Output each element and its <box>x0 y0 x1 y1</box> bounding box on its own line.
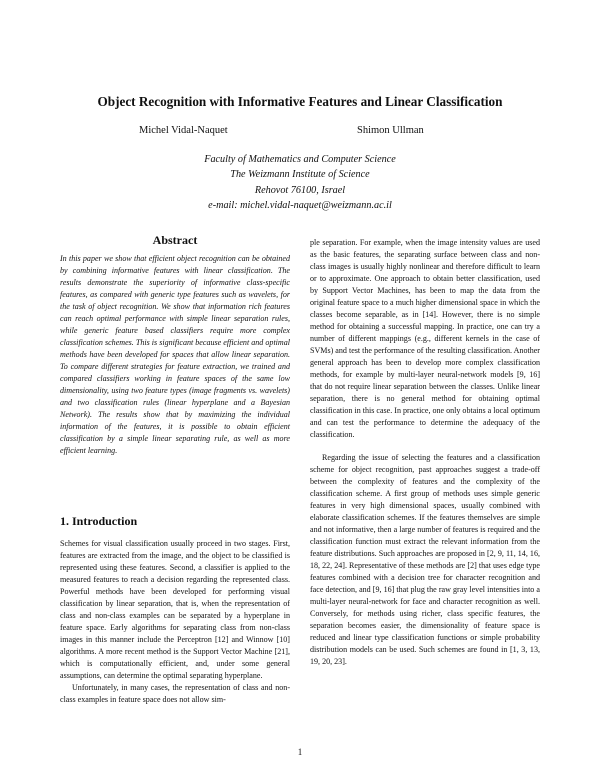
affiliation-address: Rehovot 76100, Israel <box>254 185 346 196</box>
page-number: 1 <box>297 747 303 757</box>
intro-paragraph-2: Unfortunately, in many cases, the representation of class and non-class examples in feature space does not allow sim- <box>60 683 290 704</box>
intro-paragraph-1: Schemes for visual classification usually proceed in two stages. First, features are extracted from the image, and the object to be classified is represented using these features. Second, a classifier is applied to the measured features to reach a decision regarding the represented class. Powerful methods have been developed for performing visual classification by linear separation, that is, when the representation of class and non-class examples can be separated by a hyperplane in feature space. Early algorithms for separating class from non-class images in this manner include the Perceptron [12] and Winnow [10] algorithms. A more recent method is the Support Vector Machine [21], which is computationally efficient, and, under some general assumptions, can determine the optimal separating hyperplane. <box>60 539 290 680</box>
introduction-body <box>60 538 290 706</box>
affiliation-institute: The Weizmann Institute of Science <box>230 169 370 180</box>
right-paragraph-1: ple separation. For example, when the image intensity values are used as the basic features, the separating surface between class and non-class images is usually highly nonlinear and therefore difficult to learn or to approximate. One approach to obtain better classification, used by Support Vector Machines, has been to map the data from the original feature space to a much higher dimensional space in which the classes become separable, as in [14]. However, there is no simple method for obtaining a successful mapping. In practice, one can try a number of different mappings (e.g., different kernels in the case of SVMs) and test the performance of the resulting classification. Another general approach has been to develop more complex classification methods, for example by multi-layer neural-network models [9, 16] that do not require linear separation between the classes. Unlike linear separation, there is no general method for obtaining optimal classification in this case. In practice, one only obtains a local optimum and can test the performance to determine the adequacy of the classification. <box>310 238 540 439</box>
affiliation-faculty: Faculty of Mathematics and Computer Science <box>204 154 396 165</box>
paper-title: Object Recognition with Informative Features and Linear Classification <box>97 94 503 109</box>
affiliation-email: e-mail: michel.vidal-naquet@weizmann.ac.il <box>208 200 392 211</box>
author-2: Shimon Ullman <box>357 125 424 136</box>
right-column-body <box>310 237 540 668</box>
abstract-heading: Abstract <box>152 233 198 247</box>
abstract-body <box>60 253 290 457</box>
right-paragraph-2: Regarding the issue of selecting the features and a classification scheme for object recognition, past approaches suggest a trade-off between the complexity of features and the complexity of the classification scheme. A first group of methods uses simple generic features in very high dimensional spaces, usually combined with elaborate classification schemes. If the features themselves are simple and not informative, then a large number of features is required and the classification function must extract the relevant information from the feature distributions. Such approaches are proposed in [2, 9, 11, 14, 16, 18, 22, 24]. Representative of these methods are [2] that uses edge type features combined with a decision tree for character recognition and face detection, and [9, 16] that plug the raw gray level intensities into a multi-layer neural-network for face and character recognition as well. Conversely, for methods using richer, class specific features, the separation becomes easier, the dimensionality of feature space is reduced and linear type classification functions or simple probability distribution models can be used. Such schemes are found in [1, 3, 13, 19, 20, 23]. <box>310 453 540 666</box>
author-1: Michel Vidal-Naquet <box>139 125 228 136</box>
introduction-heading: 1. Introduction <box>60 514 138 528</box>
abstract-text: In this paper we show that efficient object recognition can be obtained by combining informative features with linear classification. The results demonstrate the superiority of informative class-specific features, as compared with generic type features such as wavelets, for the task of object recognition. We show that information rich features can reach optimal performance with simple linear separation rules, while generic feature based classifiers require more complex classification schemes. This is significant because efficient and optimal methods have been developed for spaces that allow linear separation. To compare different strategies for feature extraction, we trained and compared classifiers working in feature spaces of the same low dimensionality, using two feature types (image fragments vs. wavelets) and two classification rules (linear hyperplane and a Bayesian Network). The results show that by maximizing the individual information of the features, it is possible to obtain efficient classification by a simple linear separating rule, as well as more efficient learning. <box>60 254 290 455</box>
